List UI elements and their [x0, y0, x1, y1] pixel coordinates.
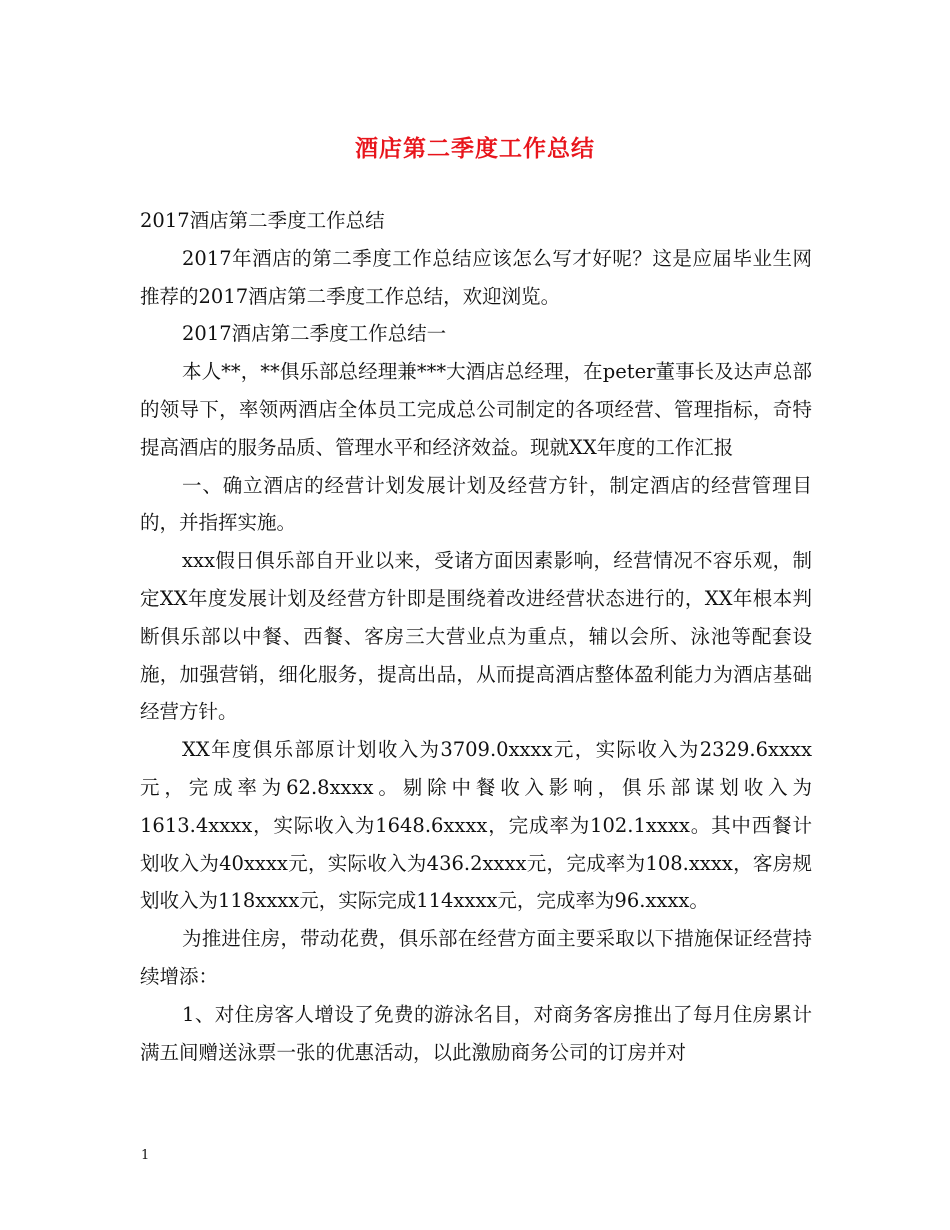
paragraph-section-one: 一、确立酒店的经营计划发展计划及经营方针，制定酒店的经营管理目的，并指挥实施。	[140, 473, 812, 535]
paragraph-heading: 2017酒店第二季度工作总结	[140, 209, 385, 232]
document-title: 酒店第二季度工作总结	[355, 135, 595, 162]
paragraph-measure-one: 1、对住房客人增设了免费的游泳名目，对商务客房推出了每月住房累计满五间赠送泳票一张的优惠活动，以此激励商务公司的订房并对	[140, 1002, 812, 1064]
page-number: 1	[141, 1148, 150, 1163]
paragraph-subtitle: 2017酒店第二季度工作总结一	[182, 322, 447, 346]
paragraph-self-introduction: 本人**，**俱乐部总经理兼***大酒店总经理，在peter董事长及达声总部的领导下，率领两酒店全体员工完成总公司制定的各项经营、管理指标，奇特提高酒店的服务品质、管理水平和经济效益。现就XX年度的工作汇报	[140, 360, 812, 459]
paragraph-revenue-figures: XX年度俱乐部原计划收入为3709.0xxxx元，实际收入为2329.6xxxx元，完成率为62.8xxxx。剔除中餐收入影响，俱乐部谋划收入为1613.4xxxx，实际收入为1648.6xxxx，完成率为102.1xxxx。其中西餐计划收入为40xxxx元，实际收入为436.2xxxx元，完成率为108.xxxx，客房规划收入为118xxxx元，实际完成114xxxx元，完成率为96.xxxx。	[140, 738, 812, 913]
document-body	[140, 202, 812, 1071]
paragraph-measures-intro: 为推进住房，带动花费，俱乐部在经营方面主要采取以下措施保证经营持续增添：	[140, 927, 812, 988]
paragraph-intro: 2017年酒店的第二季度工作总结应该怎么写才好呢？这是应届毕业生网推荐的2017酒店第二季度工作总结，欢迎浏览。	[140, 246, 812, 308]
paragraph-operating-policy: xxx假日俱乐部自开业以来，受诸方面因素影响，经营情况不容乐观，制定XX年度发展计划及经营方针即是围绕着改进经营状态进行的，XX年根本判断俱乐部以中餐、西餐、客房三大营业点为重点，辅以会所、泳池等配套设施，加强营销，细化服务，提高出品，从而提高酒店整体盈利能力为酒店基础经营方针。	[140, 549, 812, 724]
